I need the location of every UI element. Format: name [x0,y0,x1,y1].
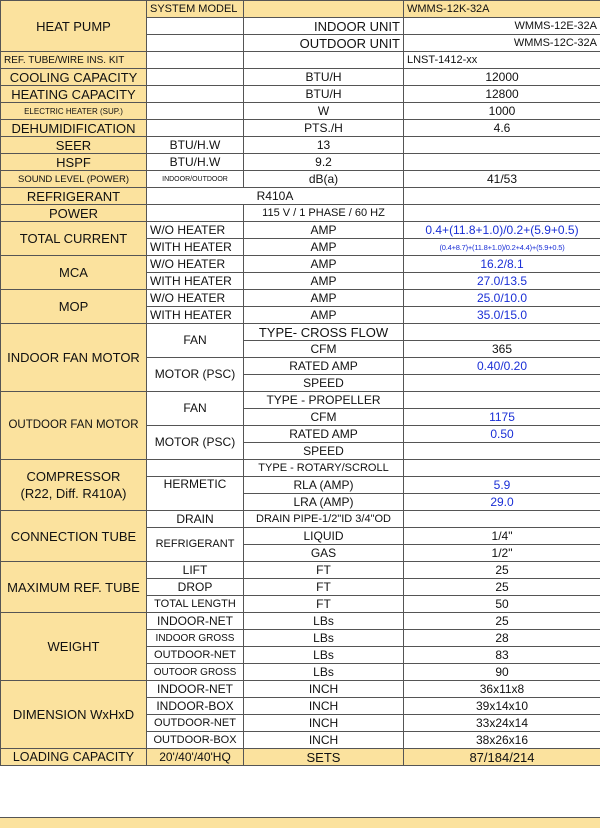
label-dim-outdoor-net: OUTDOOR-NET [147,715,244,732]
value-dim-indoor-net: 36x11x8 [404,681,600,698]
unit-electric-heater: W [244,103,404,120]
label-loading-capacity: LOADING CAPACITY [1,749,147,766]
label-compressor-cell [1,460,147,511]
value-dim-outdoor-box: 38x26x16 [404,732,600,749]
row-heating-capacity [1,86,600,103]
label-indoor-fan-motor: INDOOR FAN MOTOR [1,324,147,392]
unit-ft: FT [244,596,404,613]
unit-amp: AMP [244,239,404,256]
unit-lbs: LBs [244,664,404,681]
unit-amp: AMP [244,222,404,239]
label-motor-psc: MOTOR (PSC) [147,358,244,392]
label-heating-capacity: HEATING CAPACITY [1,86,147,103]
value-indoor-unit: WMMS-12E-32A [404,18,600,35]
unit-amp: AMP [244,256,404,273]
row-outdoor-fan-type [1,392,600,409]
label-refrigerant: REFRIGERANT [1,188,147,205]
value-total-current-wo: 0.4+(11.8+1.0)/0.2+(5.9+0.5) [404,222,600,239]
unit-seer: BTU/H.W [147,137,244,154]
label-speed: SPEED [244,375,404,392]
value-gas: 1/2" [404,545,600,562]
row-mca-wo [1,256,600,273]
row-indoor-net [1,613,600,630]
label-loading-sub: 20'/40'/40'HQ [147,749,244,766]
label-outdoor-gross: OUTOOR GROSS [147,664,244,681]
unit-sets: SETS [244,749,404,766]
row-indoor-fan-type [1,324,600,341]
label-system-model: SYSTEM MODEL [147,1,244,18]
label-total-current: TOTAL CURRENT [1,222,147,256]
value-cooling: 12000 [404,69,600,86]
label-indoor-net: INDOOR-NET [147,613,244,630]
row-dim-indoor-net [1,681,600,698]
label-refrigerant-tube: REFRIGERANT [147,528,244,562]
row-refrigerant [1,188,600,205]
blank-cell [147,35,244,52]
unit-inch: INCH [244,698,404,715]
value-total-length: 50 [404,596,600,613]
blank-cell [404,443,600,460]
value-electric-heater: 1000 [404,103,600,120]
label-compressor: COMPRESSOR [4,468,143,485]
value-indoor-cfm: 365 [404,341,600,358]
label-mop: MOP [1,290,147,324]
blank-cell [404,154,600,171]
row-cooling-capacity [1,69,600,86]
label-heat-pump: HEAT PUMP [1,1,147,52]
value-refrigerant: R410A [147,188,404,205]
label-hspf: HSPF [1,154,147,171]
label-outdoor-net: OUTDOOR-NET [147,647,244,664]
label-fan: FAN [147,324,244,358]
value-mca-with: 27.0/13.5 [404,273,600,290]
value-dim-indoor-box: 39x14x10 [404,698,600,715]
row-mop-wo [1,290,600,307]
value-dehumidification: 4.6 [404,120,600,137]
blank-cell [404,205,600,222]
label-rla: RLA (AMP) [244,477,404,494]
blank-cell [147,69,244,86]
row-electric-heater [1,103,600,120]
label-motor-psc: MOTOR (PSC) [147,426,244,460]
unit-amp: AMP [244,273,404,290]
value-seer: 13 [244,137,404,154]
unit-sound-level: dB(a) [244,171,404,188]
value-outdoor-rated-amp: 0.50 [404,426,600,443]
unit-lbs: LBs [244,630,404,647]
label-total-length: TOTAL LENGTH [147,596,244,613]
value-total-current-with: (0.4+8.7)+(11.8+1.0)/0.2+4.4)+(5.9+0.5) [404,239,600,256]
label-indoor-unit: INDOOR UNIT [244,18,404,35]
blank-cell [404,511,600,528]
label-type-propeller: TYPE - PROPELLER [244,392,404,409]
label-electric-heater: ELECTRIC HEATER (SUP.) [1,103,147,120]
row-drain [1,511,600,528]
value-ref-tube-kit: LNST-1412-xx [404,52,600,69]
blank-cell [404,460,600,477]
row-hspf [1,154,600,171]
value-hspf: 9.2 [244,154,404,171]
value-indoor-net: 25 [404,613,600,630]
label-power: POWER [1,205,147,222]
blank-cell [244,52,404,69]
label-lra: LRA (AMP) [244,494,404,511]
label-with-heater: WITH HEATER [147,239,244,256]
label-fan: FAN [147,392,244,426]
label-ref-tube-kit: REF. TUBE/WIRE INS. KIT [1,52,147,69]
unit-ft: FT [244,579,404,596]
label-weight: WEIGHT [1,613,147,681]
blank-cell [147,460,244,477]
blank-cell [404,137,600,154]
value-indoor-gross: 28 [404,630,600,647]
value-outdoor-gross: 90 [404,664,600,681]
row-system-model [1,1,600,18]
row-power [1,205,600,222]
value-mop-with: 35.0/15.0 [404,307,600,324]
blank-cell [404,188,600,205]
label-wo-heater: W/O HEATER [147,222,244,239]
label-dimension: DIMENSION WxHxD [1,681,147,749]
label-indoor-gross: INDOOR GROSS [147,630,244,647]
row-dehumidification [1,120,600,137]
value-lra: 29.0 [404,494,600,511]
unit-hspf: BTU/H.W [147,154,244,171]
row-sound-level [1,171,600,188]
value-power: 115 V / 1 PHASE / 60 HZ [244,205,404,222]
blank-cell [404,324,600,341]
blank-cell [404,375,600,392]
label-drain: DRAIN [147,511,244,528]
blank-cell [404,392,600,409]
row-ref-tube-kit [1,52,600,69]
blank-cell [147,205,244,222]
label-max-ref-tube: MAXIMUM REF. TUBE [1,562,147,613]
label-rated-amp: RATED AMP [244,358,404,375]
label-hermetic: HERMETIC [147,477,244,511]
label-type-rotary: TYPE - ROTARY/SCROLL [244,460,404,477]
label-outdoor-unit: OUTDOOR UNIT [244,35,404,52]
label-mca: MCA [1,256,147,290]
unit-inch: INCH [244,732,404,749]
label-dehumidification: DEHUMIDIFICATION [1,120,147,137]
unit-inch: INCH [244,681,404,698]
label-gas: GAS [244,545,404,562]
label-with-heater: WITH HEATER [147,307,244,324]
unit-cooling: BTU/H [244,69,404,86]
label-wo-heater: W/O HEATER [147,256,244,273]
label-rated-amp: RATED AMP [244,426,404,443]
label-seer: SEER [1,137,147,154]
value-lift: 25 [404,562,600,579]
row-lift [1,562,600,579]
value-outdoor-net: 83 [404,647,600,664]
value-drain: DRAIN PIPE-1/2"ID 3/4"OD [244,511,404,528]
value-rla: 5.9 [404,477,600,494]
value-dim-outdoor-net: 33x24x14 [404,715,600,732]
label-liquid: LIQUID [244,528,404,545]
label-compressor-sub: (R22, Diff. R410A) [4,485,143,502]
value-liquid: 1/4" [404,528,600,545]
label-type-cross-flow: TYPE- CROSS FLOW [244,324,404,341]
unit-heating: BTU/H [244,86,404,103]
value-outdoor-cfm: 1175 [404,409,600,426]
label-connection-tube: CONNECTION TUBE [1,511,147,562]
unit-cfm: CFM [244,409,404,426]
label-dim-indoor-net: INDOOR-NET [147,681,244,698]
value-sound-level: 41/53 [404,171,600,188]
row-loading-capacity [1,749,600,766]
label-sound-level-sub: INDOOR/OUTDOOR [147,171,244,188]
row-seer [1,137,600,154]
unit-inch: INCH [244,715,404,732]
label-sound-level: SOUND LEVEL (POWER) [1,171,147,188]
label-cooling-capacity: COOLING CAPACITY [1,69,147,86]
bottom-bar [0,817,600,828]
row-total-current-wo [1,222,600,239]
unit-amp: AMP [244,307,404,324]
value-mop-wo: 25.0/10.0 [404,290,600,307]
row-compressor-type [1,460,600,477]
value-loading: 87/184/214 [404,749,600,766]
value-heating: 12800 [404,86,600,103]
label-outdoor-fan-motor: OUTDOOR FAN MOTOR [1,392,147,460]
blank-cell [147,120,244,137]
label-indoor-box: INDOOR-BOX [147,698,244,715]
blank-cell [147,103,244,120]
value-indoor-rated-amp: 0.40/0.20 [404,358,600,375]
label-wo-heater: W/O HEATER [147,290,244,307]
label-with-heater: WITH HEATER [147,273,244,290]
unit-dehumidification: PTS./H [244,120,404,137]
unit-lbs: LBs [244,647,404,664]
blank-cell [147,86,244,103]
label-outdoor-box: OUTDOOR-BOX [147,732,244,749]
blank-cell [147,18,244,35]
label-speed: SPEED [244,443,404,460]
unit-ft: FT [244,562,404,579]
unit-cfm: CFM [244,341,404,358]
label-lift: LIFT [147,562,244,579]
value-mca-wo: 16.2/8.1 [404,256,600,273]
unit-amp: AMP [244,290,404,307]
value-drop: 25 [404,579,600,596]
label-drop: DROP [147,579,244,596]
blank-cell [244,1,404,18]
unit-lbs: LBs [244,613,404,630]
value-system-model: WMMS-12K-32A [404,1,600,18]
value-outdoor-unit: WMMS-12C-32A [404,35,600,52]
blank-cell [147,52,244,69]
